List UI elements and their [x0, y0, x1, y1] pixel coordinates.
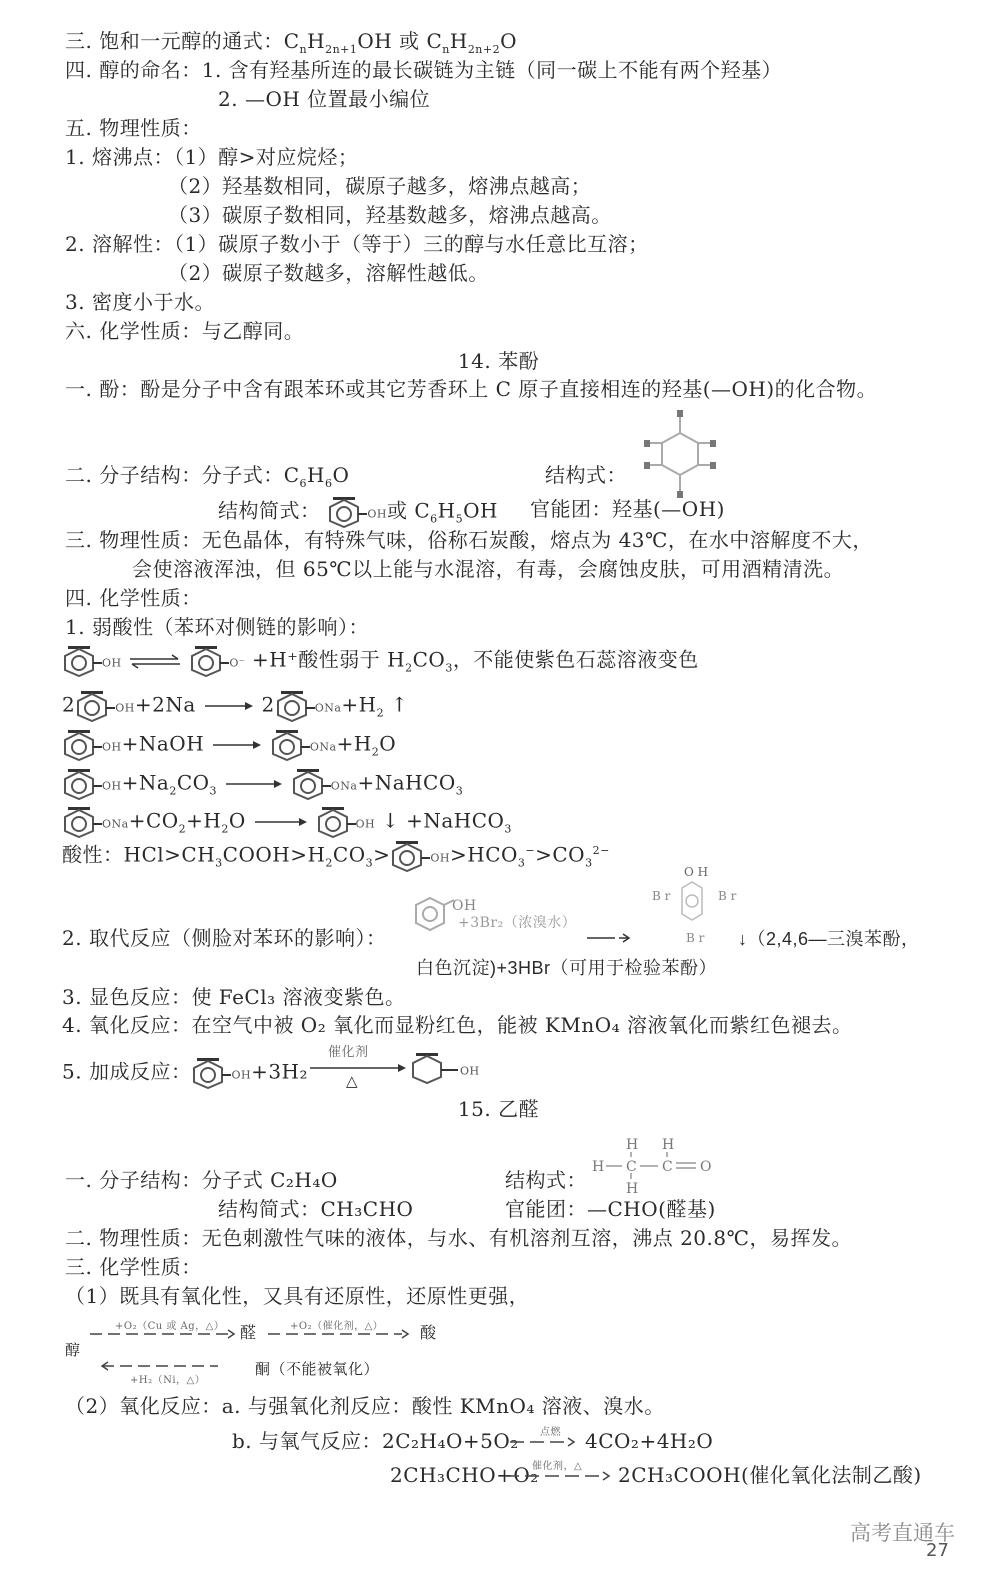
- benzene-ring-icon: [316, 806, 356, 838]
- benzene-ring-icon: [189, 645, 229, 677]
- ketone-label: 酮（不能被氧化）: [255, 1360, 380, 1378]
- heat-symbol: △: [346, 1072, 359, 1090]
- reaction-arrow-icon: [203, 700, 255, 712]
- benzene-ring-icon: [327, 496, 367, 528]
- addition-reaction: 5. 加成反应： OH+3H₂: [62, 1057, 308, 1089]
- acetic-acid-product: 2CH₃COOH(催化氧化法制乙酸): [618, 1463, 922, 1487]
- substitution-product-note: ↓（2,4,6—三溴苯酚，: [738, 929, 920, 949]
- dashed-arrow-icon: [505, 1470, 615, 1482]
- phenol-sodium-equation: 2 OH+2Na 2 $ONa+H_2$ ↑: [62, 690, 408, 722]
- benzene-ring-icon: [191, 1057, 231, 1089]
- phenol-oh-label: OH: [452, 898, 477, 914]
- arrow-label-aldehyde-to-acid: +O₂（催化剂，△）: [290, 1321, 384, 1332]
- solubility-rule-2: （2）碳原子数越多，溶解性越低。: [168, 261, 489, 285]
- acetaldehyde-molecular-formula: 一. 分子结构：分子式 C₂H₄O: [65, 1168, 338, 1192]
- reaction-arrow-icon: [253, 816, 309, 828]
- phenol-molecular-formula: 二. 分子结构：分子式：$C_6H_6O$: [65, 463, 350, 490]
- svg-text:B r: B r: [686, 931, 705, 945]
- arrow-label-hydrogenation: +H₂（Ni，△）: [130, 1375, 206, 1386]
- acetaldehyde-structural-formula-label: 结构式：: [505, 1168, 587, 1192]
- phenol-chemical-properties-title: 四. 化学性质：: [65, 586, 202, 610]
- chemical-properties-note: 六. 化学性质：与乙醇同。: [65, 319, 305, 343]
- acetaldehyde-functional-group: 官能团：—CHO(醛基): [505, 1197, 716, 1221]
- benzene-ring-icon: [270, 729, 310, 761]
- bromine-water-reagent: +3Br₂（浓溴水）: [458, 915, 577, 931]
- svg-text:B r: B r: [652, 889, 671, 903]
- benzene-ring-icon: [62, 768, 102, 800]
- substitution-reaction-label: 2. 取代反应（侧脸对苯环的影响）：: [62, 926, 387, 950]
- svg-text:H: H: [592, 1159, 605, 1175]
- svg-text:H: H: [626, 1181, 639, 1195]
- benzene-ring-icon: [75, 690, 115, 722]
- phenol-physical-properties-1: 三. 物理性质：无色晶体，有特殊气味，俗称石炭酸，熔点为 43℃，在水中溶解度不大，: [65, 528, 873, 552]
- svg-text:H: H: [626, 1137, 639, 1153]
- alcohol-label: 醇: [65, 1341, 81, 1359]
- weak-acidity-heading: 1. 弱酸性（苯环对侧链的影响）：: [65, 615, 369, 639]
- phenol-simplified-formula: 结构简式： OH或 $C_6H_5OH$: [218, 496, 498, 528]
- phenol-definition: 一. 酚：酚是分子中含有跟苯环或其它芳香环上 C 原子直接相连的羟基(—OH)的化合物。: [65, 377, 878, 401]
- cyclohexanol-product: OH: [410, 1052, 480, 1086]
- section-title-phenol: 14. 苯酚: [457, 349, 540, 373]
- page-number: 27: [926, 1540, 949, 1561]
- acid-label: 酸: [420, 1323, 437, 1342]
- combustion-products: 4CO₂+4H₂O: [585, 1429, 714, 1453]
- solubility-rule-1: 2. 溶解性：（1）碳原子数小于（等于）三的醇与水任意比互溶；: [65, 232, 649, 256]
- tribromophenol-product-diagram: [648, 862, 748, 947]
- structural-formula-label: 结构式：: [545, 463, 627, 487]
- svg-text:O: O: [700, 1159, 712, 1175]
- benzene-ring-icon: [390, 840, 430, 872]
- benzene-ring-icon: [62, 806, 102, 838]
- cyclohexane-ring-icon: [410, 1052, 460, 1086]
- catalyst-label: 催化剂: [328, 1045, 369, 1060]
- svg-text:C: C: [626, 1159, 637, 1175]
- oxidation-reaction-a: （2）氧化反应：a. 与强氧化剂反应：酸性 KMnO₄ 溶液、溴水。: [65, 1394, 665, 1418]
- phenol-naoh-equation: OH+NaOH $ONa+H_2O$: [62, 729, 396, 761]
- section-title-acetaldehyde: 15. 乙醛: [457, 1097, 540, 1121]
- reaction-arrow-icon: [585, 932, 635, 944]
- saturated-alcohol-formula-line: 三. 饱和一元醇的通式：$C_nH_{2n+1}OH$ 或 $C_nH_{2n+2}O$: [65, 29, 518, 56]
- reaction-arrow-icon: [224, 778, 284, 790]
- svg-text:H: H: [662, 1137, 675, 1153]
- svg-text:C: C: [662, 1159, 673, 1175]
- dashed-arrow-icon: [268, 1328, 416, 1340]
- phenol-functional-group: 官能团：羟基(—OH): [530, 497, 725, 521]
- oxidation-reaction-b-combustion: b. 与氧气反应：2C₂H₄O+5O₂: [232, 1429, 519, 1453]
- aldehyde-label: 醛: [240, 1323, 257, 1342]
- dashed-arrow-icon: [90, 1328, 240, 1340]
- watermark-text: 高考直通车: [850, 1521, 955, 1545]
- phenol-na2co3-equation: $OH+Na_2CO_3$ ONa+NaHCO$_3$: [62, 768, 463, 800]
- melting-point-rule-1: 1. 熔沸点：（1）醇>对应烷烃；: [65, 145, 359, 169]
- catalytic-oxidation-equation: 2CH₃CHO+O₂: [390, 1463, 539, 1487]
- equilibrium-arrow-icon: [128, 651, 182, 671]
- benzene-ring-icon: [62, 645, 102, 677]
- svg-text:O H: O H: [684, 865, 709, 879]
- arrow-label-alcohol-to-aldehyde: +O₂（Cu 或 Ag，△）: [115, 1321, 225, 1332]
- alcohol-naming-rule-1: 四. 醇的命名：1. 含有羟基所连的最长碳链为主链（同一碳上不能有两个羟基）: [65, 58, 783, 82]
- melting-point-rule-3: （3）碳原子数相同，羟基数越多，熔沸点越高。: [168, 203, 612, 227]
- oxidation-reaction: 4. 氧化反应：在空气中被 O₂ 氧化而显粉红色，能被 KMnO₄ 溶液氧化而紫红色褪去。: [62, 1013, 853, 1037]
- redox-property-note: （1）既具有氧化性，又具有还原性，还原性更强，: [65, 1284, 530, 1308]
- sodium-phenoxide-co2-equation: $ONa+CO_2+H_2O$ OH ↓ +NaHCO$_3$: [62, 806, 512, 838]
- catalyst-heat-condition: 催化剂，△: [532, 1461, 583, 1472]
- melting-point-rule-2: （2）羟基数相同，碳原子越多，熔沸点越高；: [168, 174, 592, 198]
- benzene-structural-formula-diagram: [640, 405, 720, 500]
- benzene-ring-icon: [62, 729, 102, 761]
- ignite-condition: 点燃: [540, 1427, 561, 1438]
- dashed-arrow-icon: [510, 1436, 580, 1448]
- alcohol-naming-rule-2: 2. —OH 位置最小编位: [218, 87, 431, 111]
- acetaldehyde-simplified-formula: 结构简式：CH₃CHO: [218, 1197, 414, 1221]
- acetaldehyde-structural-formula-diagram: [590, 1135, 720, 1195]
- benzene-ring-icon: [275, 690, 315, 722]
- acetaldehyde-chemical-properties-title: 三. 化学性质：: [65, 1255, 202, 1279]
- acetaldehyde-physical-properties: 二. 物理性质：无色刺激性气味的液体，与水、有机溶剂互溶，沸点 20.8℃，易挥发。: [65, 1226, 852, 1250]
- color-reaction: 3. 显色反应：使 FeCl₃ 溶液变紫色。: [62, 985, 406, 1009]
- svg-text:B r: B r: [718, 889, 737, 903]
- benzene-ring-icon: [291, 768, 331, 800]
- density-note: 3. 密度小于水。: [65, 290, 215, 314]
- section-physical-properties: 五. 物理性质：: [65, 116, 202, 140]
- reaction-arrow-icon: [211, 739, 263, 751]
- phenol-physical-properties-2: 会使溶液浑浊，但 65℃以上能与水混溶，有毒，会腐蚀皮肤，可用酒精清洗。: [132, 557, 845, 581]
- substitution-product-note-2: 白色沉淀)+3HBr（可用于检验苯酚）: [416, 958, 718, 978]
- acidity-order: 酸性：$HCl>CH_3COOH>H_2CO_3> OH>HCO_3^->CO_3^{2-}$: [62, 840, 610, 872]
- phenol-ionization-equation: OH O⁻ +H⁺酸性弱于 $H_2CO_3$，不能使紫色石蕊溶液变色: [62, 645, 699, 677]
